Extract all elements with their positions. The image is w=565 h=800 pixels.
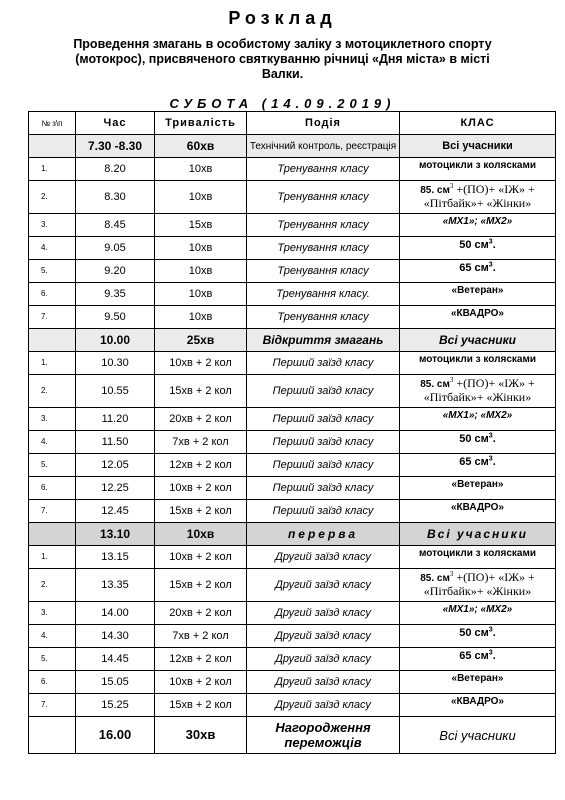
cell-num: 1. (29, 352, 76, 375)
superscript: 3 (449, 570, 454, 578)
page-subtitle: Проведення змагань в особистому заліку з мотоциклетного спорту (мотокрос), присвяченого святкуванню річниці «Дня міста» в місті Валки. (73, 37, 492, 81)
cell-event: Перший заїзд класу (247, 431, 400, 454)
cell-time: 9.05 (76, 237, 155, 260)
class-text: 65 см (459, 650, 489, 662)
cell-num: 2. (29, 375, 76, 408)
superscript: 3 (488, 626, 493, 634)
cell-duration: 25хв (155, 329, 247, 352)
cell-event: Тренування класу (247, 306, 400, 329)
cell-time: 10.30 (76, 352, 155, 375)
table-row (29, 158, 556, 181)
superscript: 3 (488, 432, 493, 440)
superscript: 3 (488, 261, 493, 269)
table-row (29, 671, 556, 694)
cell-event: Перший заїзд класу (247, 408, 400, 431)
table-row (29, 352, 556, 375)
cell-class: «КВАДРО» (400, 500, 556, 523)
cell-num: 4. (29, 431, 76, 454)
class-text-b: +(ПО)+ «ІЖ» + «Пітбайк»+ «Жінки» (423, 570, 535, 598)
cell-time: 12.45 (76, 500, 155, 523)
cell-time: 13.10 (76, 523, 155, 546)
cell-duration: 60хв (155, 135, 247, 158)
cell-duration: 20хв + 2 кол (155, 408, 247, 431)
cell-time: 8.30 (76, 181, 155, 214)
cell-duration: 10хв (155, 237, 247, 260)
cell-class: «MX1»; «MX2» (400, 408, 556, 431)
cell-num: 7. (29, 306, 76, 329)
cell-time: 11.20 (76, 408, 155, 431)
class-text: 50 см (459, 433, 489, 445)
cell-event: Перший заїзд класу (247, 454, 400, 477)
cell-time: 8.45 (76, 214, 155, 237)
cell-class (400, 181, 556, 214)
table-row (29, 408, 556, 431)
cell-num: 7. (29, 500, 76, 523)
cell-time: 13.35 (76, 569, 155, 602)
cell-num: 3. (29, 602, 76, 625)
cell-num: 4. (29, 625, 76, 648)
cell-event: Тренування класу (247, 181, 400, 214)
cell-time: 16.00 (76, 717, 155, 754)
cell-class: Всі учасники (400, 523, 556, 546)
cell-duration: 10хв (155, 158, 247, 181)
cell-class: мотоцикли з колясками (400, 352, 556, 375)
cell-duration: 10хв (155, 260, 247, 283)
period: . (492, 262, 496, 274)
cell-time: 11.50 (76, 431, 155, 454)
cell-time: 15.05 (76, 671, 155, 694)
cell-class: «Ветеран» (400, 477, 556, 500)
class-text-b: +(ПО)+ «ІЖ» + «Пітбайк»+ «Жінки» (423, 376, 535, 404)
table-row (29, 569, 556, 602)
cell-duration: 15хв + 2 кол (155, 569, 247, 602)
cell-class (400, 260, 556, 283)
table-row (29, 306, 556, 329)
cell-duration: 30хв (155, 717, 247, 754)
cell-class (400, 375, 556, 408)
period: . (492, 456, 496, 468)
cell-event: Перший заїзд класу (247, 352, 400, 375)
cell-class: «Ветеран» (400, 671, 556, 694)
cell-empty (29, 717, 76, 754)
cell-duration: 7хв + 2 кол (155, 625, 247, 648)
cell-class: Всі учасники (400, 329, 556, 352)
cell-empty (29, 135, 76, 158)
cell-class: Всі учасники (400, 717, 556, 754)
cell-num: 2. (29, 181, 76, 214)
table-row (29, 260, 556, 283)
superscript: 3 (449, 182, 454, 190)
page-title: Розклад (228, 8, 337, 28)
section-header-row (29, 523, 556, 546)
cell-event: Нагородження переможців (247, 717, 400, 754)
cell-time: 15.25 (76, 694, 155, 717)
cell-time: 7.30 -8.30 (76, 135, 155, 158)
class-text: 65 см (459, 262, 489, 274)
section-header-row (29, 135, 556, 158)
cell-class: «MX1»; «MX2» (400, 214, 556, 237)
cell-event: Технічний контроль, реєстрація (247, 135, 400, 158)
table-row (29, 625, 556, 648)
cell-time: 10.55 (76, 375, 155, 408)
table-row (29, 431, 556, 454)
superscript: 3 (488, 455, 493, 463)
cell-time: 12.05 (76, 454, 155, 477)
class-text-a: 85. см (420, 573, 450, 584)
table-row (29, 546, 556, 569)
final-row (29, 717, 556, 754)
period: . (492, 239, 496, 251)
cell-duration: 15хв + 2 кол (155, 694, 247, 717)
cell-num: 2. (29, 569, 76, 602)
class-text-b: +(ПО)+ «ІЖ» + «Пітбайк»+ «Жінки» (423, 182, 535, 210)
table-row (29, 375, 556, 408)
cell-empty (29, 329, 76, 352)
cell-time: 14.45 (76, 648, 155, 671)
cell-event: перерва (247, 523, 400, 546)
period: . (492, 650, 496, 662)
cell-time: 12.25 (76, 477, 155, 500)
cell-event: Перший заїзд класу (247, 477, 400, 500)
class-text-a: 85. см (420, 379, 450, 390)
header-class: КЛАС (400, 112, 556, 135)
cell-event: Другий заїзд класу (247, 602, 400, 625)
table-header-row (29, 112, 556, 135)
cell-class (400, 569, 556, 602)
table-row (29, 283, 556, 306)
cell-duration: 10хв (155, 306, 247, 329)
cell-num: 6. (29, 283, 76, 306)
table-row (29, 602, 556, 625)
cell-time: 9.50 (76, 306, 155, 329)
header-time: Час (76, 112, 155, 135)
cell-duration: 10хв + 2 кол (155, 477, 247, 500)
superscript: 3 (488, 649, 493, 657)
cell-num: 1. (29, 546, 76, 569)
table-row (29, 454, 556, 477)
cell-class: «MX1»; «MX2» (400, 602, 556, 625)
cell-event: Другий заїзд класу (247, 569, 400, 602)
table-row (29, 648, 556, 671)
cell-class (400, 625, 556, 648)
class-text-a: 85. см (420, 185, 450, 196)
table-row (29, 694, 556, 717)
cell-num: 3. (29, 214, 76, 237)
cell-event: Тренування класу (247, 158, 400, 181)
period: . (492, 433, 496, 445)
cell-num: 7. (29, 694, 76, 717)
cell-duration: 10хв + 2 кол (155, 352, 247, 375)
header-duration: Тривалість (155, 112, 247, 135)
cell-time: 13.15 (76, 546, 155, 569)
day-heading: СУБОТА (14.09.2019) (169, 96, 396, 111)
cell-num: 5. (29, 648, 76, 671)
cell-event: Тренування класу (247, 214, 400, 237)
cell-duration: 10хв + 2 кол (155, 546, 247, 569)
cell-event: Другий заїзд класу (247, 648, 400, 671)
schedule-table (28, 111, 556, 754)
cell-num: 6. (29, 671, 76, 694)
cell-num: 6. (29, 477, 76, 500)
cell-class: «КВАДРО» (400, 306, 556, 329)
header-event: Подія (247, 112, 400, 135)
cell-event: Перший заїзд класу (247, 500, 400, 523)
table-row (29, 181, 556, 214)
cell-event: Другий заїзд класу (247, 671, 400, 694)
superscript: 3 (449, 376, 454, 384)
cell-duration: 10хв (155, 523, 247, 546)
cell-event: Тренування класу. (247, 283, 400, 306)
cell-time: 10.00 (76, 329, 155, 352)
cell-duration: 20хв + 2 кол (155, 602, 247, 625)
cell-time: 9.20 (76, 260, 155, 283)
section-header-row (29, 329, 556, 352)
cell-time: 9.35 (76, 283, 155, 306)
cell-time: 14.30 (76, 625, 155, 648)
cell-class (400, 431, 556, 454)
class-text: 65 см (459, 456, 489, 468)
cell-duration: 15хв + 2 кол (155, 375, 247, 408)
table-row (29, 237, 556, 260)
cell-class (400, 454, 556, 477)
cell-duration: 15хв + 2 кол (155, 500, 247, 523)
cell-num: 5. (29, 260, 76, 283)
table-row (29, 214, 556, 237)
cell-num: 5. (29, 454, 76, 477)
cell-time: 14.00 (76, 602, 155, 625)
cell-event: Другий заїзд класу (247, 546, 400, 569)
cell-duration: 12хв + 2 кол (155, 648, 247, 671)
period: . (492, 627, 496, 639)
class-text: 50 см (459, 627, 489, 639)
cell-event: Тренування класу (247, 260, 400, 283)
cell-class: мотоцикли з колясками (400, 158, 556, 181)
cell-duration: 12хв + 2 кол (155, 454, 247, 477)
cell-num: 1. (29, 158, 76, 181)
table-row (29, 500, 556, 523)
cell-class: «КВАДРО» (400, 694, 556, 717)
cell-num: 3. (29, 408, 76, 431)
cell-duration: 7хв + 2 кол (155, 431, 247, 454)
cell-class: Всі учасники (400, 135, 556, 158)
cell-duration: 15хв (155, 214, 247, 237)
cell-event: Тренування класу (247, 237, 400, 260)
superscript: 3 (488, 238, 493, 246)
cell-num: 4. (29, 237, 76, 260)
cell-event: Другий заїзд класу (247, 625, 400, 648)
cell-class (400, 237, 556, 260)
cell-event: Другий заїзд класу (247, 694, 400, 717)
cell-duration: 10хв (155, 283, 247, 306)
class-text: 50 см (459, 239, 489, 251)
cell-time: 8.20 (76, 158, 155, 181)
cell-class: «Ветеран» (400, 283, 556, 306)
header-num: № з\п (29, 112, 76, 135)
cell-class (400, 648, 556, 671)
cell-event: Перший заїзд класу (247, 375, 400, 408)
cell-duration: 10хв (155, 181, 247, 214)
cell-class: мотоцикли з колясками (400, 546, 556, 569)
table-row (29, 477, 556, 500)
cell-duration: 10хв + 2 кол (155, 671, 247, 694)
cell-empty (29, 523, 76, 546)
cell-event: Відкриття змагань (247, 329, 400, 352)
